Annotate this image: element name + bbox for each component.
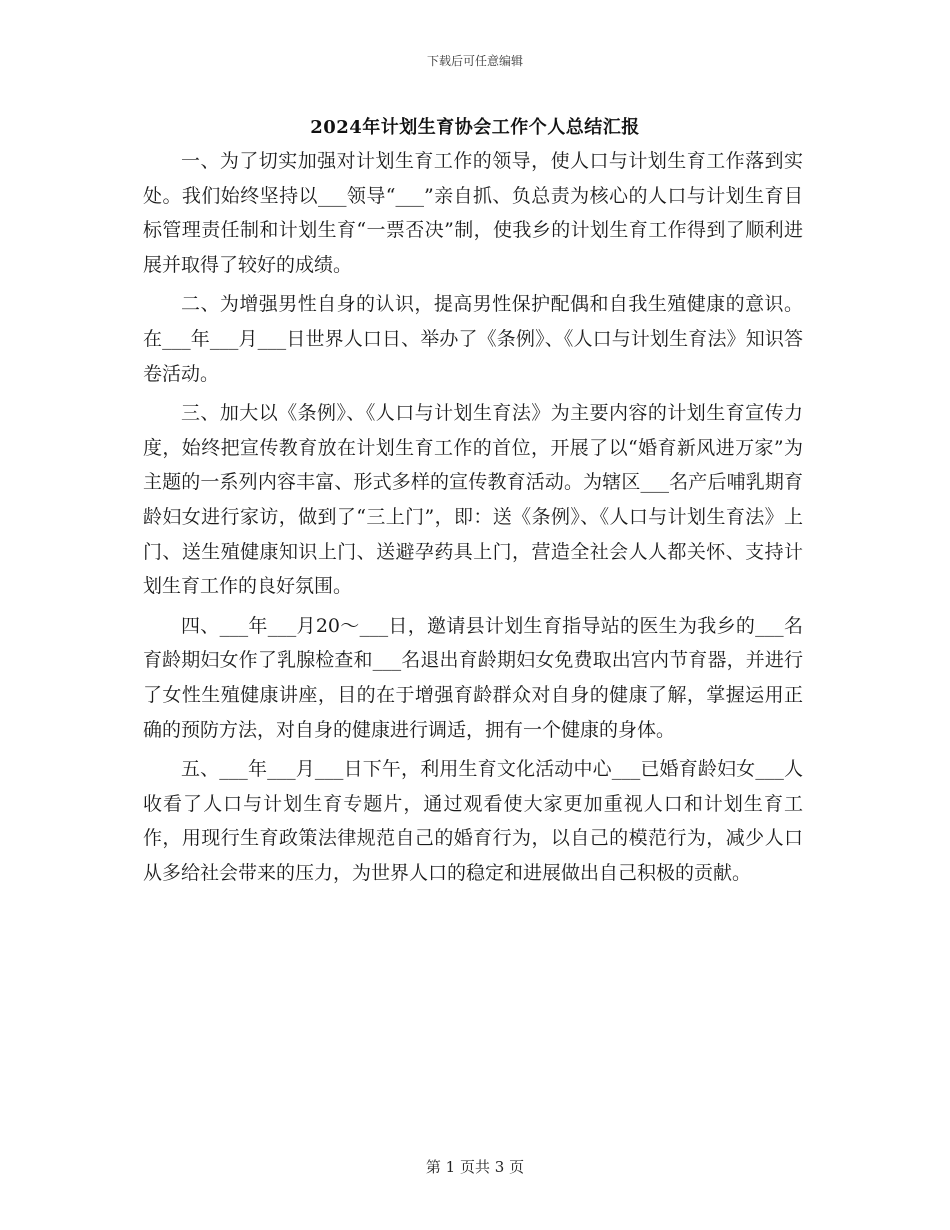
paragraph-5: 五、___年___月___日下午，利用生育文化活动中心___已婚育龄妇女___人收看了人口与计划生育专题片，通过观看使大家更加重视人口和计划生育工作，用现行生育政策法律规范自己的婚育行为，以自己的模范行为，减少人口从多给社会带来的压力，为世界人口的稳定和进展做出自己积极的贡献。 [143,758,803,884]
paragraph-1: 一、为了切实加强对计划生育工作的领导，使人口与计划生育工作落到实处。我们始终坚持以___领导“___”亲自抓、负总责为核心的人口与计划生育目标管理责任制和计划生育“一票否决”制，使我乡的计划生育工作得到了顺利进展并取得了较好的成绩。 [143,150,803,276]
paragraph-3: 三、加大以《条例》、《人口与计划生育法》为主要内容的计划生育宣传力度，始终把宣传教育放在计划生育工作的首位，开展了以“婚育新风进万家”为主题的一系列内容丰富、形式多样的宣传教育活动。为辖区___名产后哺乳期育龄妇女进行家访，做到了“三上门”，即：送《条例》、《人口与计划生育法》上门、送生殖健康知识上门、送避孕药具上门，营造全社会人人都关怀、支持计划生育工作的良好氛围。 [143,402,803,598]
page-number: 第 1 页共 3 页 [425,1158,525,1176]
document-title: 2024年计划生育协会工作个人总结汇报 [310,117,640,138]
header-note: 下载后可任意编辑 [426,54,523,68]
paragraph-2: 二、为增强男性自身的认识，提高男性保护配偶和自我生殖健康的意识。在___年___月___日世界人口日、举办了《条例》、《人口与计划生育法》知识答卷活动。 [143,293,803,385]
paragraph-4: 四、___年___月20～___日，邀请县计划生育指导站的医生为我乡的___名育龄期妇女作了乳腺检查和___名退出育龄期妇女免费取出宫内节育器，并进行了女性生殖健康讲座，目的在于增强育龄群众对自身的健康了解，掌握运用正确的预防方法，对自身的健康进行调适，拥有一个健康的身体。 [143,614,803,741]
document-body [143,144,803,895]
